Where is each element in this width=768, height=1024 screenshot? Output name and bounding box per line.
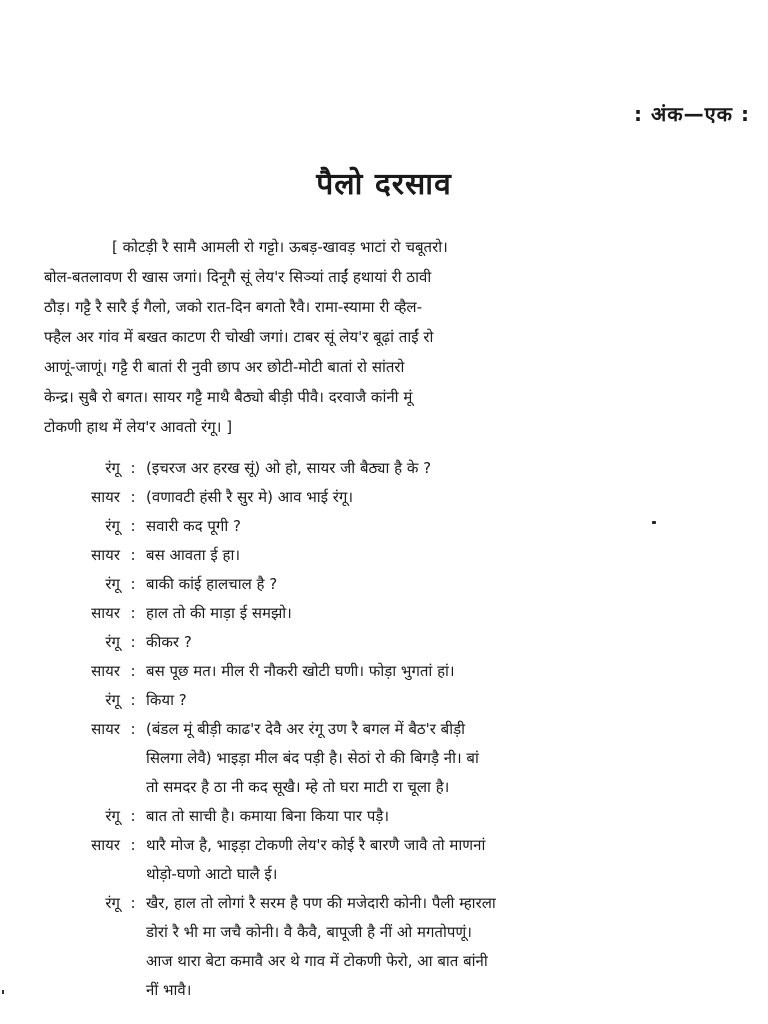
speech-line: खैर, हाल तो लोगां रै सरम है पण की मजेदारी कोनी। पैली म्हारला: [146, 894, 496, 912]
speaker-colon: :: [130, 488, 136, 506]
speaker-name: सायर: [91, 488, 120, 506]
speaker-colon: :: [130, 517, 136, 535]
scene-title: पैलो दरसाव: [316, 167, 452, 202]
speaker-colon: :: [130, 459, 136, 477]
speech: [146, 715, 754, 802]
dialogue-exchange: [0, 628, 768, 657]
speaker-colon: :: [130, 575, 136, 593]
speaker-colon: :: [130, 546, 136, 564]
speech-line: बस आवता ई हा।: [146, 546, 241, 564]
speaker-name: सायर: [91, 836, 120, 854]
speech: [146, 657, 754, 686]
speaker-colon: :: [130, 633, 136, 651]
speaker-colon: :: [130, 836, 136, 854]
dialogue-exchange: [0, 599, 768, 628]
dialogue-exchange: [0, 889, 768, 1005]
speech-line: (बंडल मूं बीड़ी काढ'र देवै अर रंगू उण रै बगल में बैठ'र बीड़ी: [146, 720, 465, 738]
speech: [146, 599, 754, 628]
speaker-name: सायर: [91, 720, 120, 738]
dialogue-exchange: [0, 686, 768, 715]
speaker-name: रंगू: [105, 575, 120, 593]
speaker-name: सायर: [91, 604, 120, 622]
stage-direction-line: फ्हैल अर गांव में बखत काटण री चोखी जगां। टाबर सूं लेय'र बूढ़ां ताईं रो: [44, 328, 434, 346]
speech: [146, 454, 754, 483]
stage-direction-line: केन्द्र। सुबै रो बगत। सायर गट्टै माथै बैठ्यो बीड़ी पीवै। दरवाजै कांनी मूं: [44, 388, 413, 406]
stage-direction: [44, 232, 760, 442]
stage-direction-line: ठौड़। गट्टै रै सारै ई गैलो, जको रात-दिन बगतो रैवै। रामा-स्यामा री व्हैल-: [44, 298, 422, 316]
speech-line: कीकर ?: [146, 633, 192, 651]
dialogue-exchange: [0, 512, 768, 541]
speaker-name: सायर: [91, 546, 120, 564]
stage-direction-line: टोकणी हाथ में लेय'र आवतो रंगू। ]: [44, 418, 233, 436]
dialogue-exchange: [0, 570, 768, 599]
dialogue-exchange: [0, 483, 768, 512]
dialogue-exchange: [0, 541, 768, 570]
speech: [146, 512, 754, 541]
speech-line: आज थारा बेटा कमावै अर थे गाव में टोकणी फेरो, आ बात बांनी: [146, 952, 488, 970]
speech-line: बाकी कांई हालचाल है ?: [146, 575, 278, 593]
speech: [146, 541, 754, 570]
speech: [146, 570, 754, 599]
speech-line: बस पूछ मत। मील री नौकरी खोटी घणी। फोड़ा भुगतां हां।: [146, 662, 455, 680]
speech-line: हाल तो की माड़ा ई समझो।: [146, 604, 292, 622]
speech: [146, 831, 754, 889]
speech: [146, 686, 754, 715]
act-heading: : अंक—एक :: [634, 102, 750, 126]
speech: [146, 889, 754, 1005]
speech-line: तो समदर है ठा नी कद सूखै। म्हे तो घरा माटी रा चूला है।: [146, 778, 450, 796]
speech: [146, 483, 754, 512]
dialogue-exchange: [0, 454, 768, 483]
ink-speck: [652, 521, 656, 524]
speech-line: नीं भावै।: [146, 981, 192, 999]
scan-edge-mark: [2, 990, 4, 994]
speaker-colon: :: [130, 691, 136, 709]
dialogue-exchange: [0, 657, 768, 686]
speech: [146, 628, 754, 657]
speech-line: किया ?: [146, 691, 187, 709]
speech-line: (इचरज अर हरख सूं) ओ हो, सायर जी बैठ्या है के ?: [146, 459, 432, 477]
speaker-colon: :: [130, 662, 136, 680]
speech-line: डोरां रै भी मा जचै कोनी। वै कैवै, बापूजी है नीं ओ मगतोपणूं।: [146, 923, 472, 941]
stage-direction-line: बोल-बतलावण री खास जगां। दिनूगै सूं लेय'र सिञ्यां ताईं हथायां री ठावी: [44, 268, 432, 286]
dialogue-exchange: [0, 802, 768, 831]
speaker-name: रंगू: [105, 894, 120, 912]
speaker-colon: :: [130, 604, 136, 622]
speaker-colon: :: [130, 807, 136, 825]
speaker-name: रंगू: [105, 517, 120, 535]
speaker-name: रंगू: [105, 459, 120, 477]
speech-line: थारै मोज है, भाइड़ा टोकणी लेय'र कोई रै बारणै जावै तो माणनां: [146, 836, 486, 854]
speech-line: सवारी कद पूगी ?: [146, 517, 241, 535]
speaker-name: रंगू: [105, 807, 120, 825]
speaker-name: रंगू: [105, 691, 120, 709]
dialogue: [0, 454, 768, 1005]
speech-line: (वणावटी हंसी रै सुर मे) आव भाई रंगू।: [146, 488, 354, 506]
speaker-colon: :: [130, 720, 136, 738]
speaker-name: सायर: [91, 662, 120, 680]
dialogue-exchange: [0, 831, 768, 889]
dialogue-exchange: [0, 715, 768, 802]
speaker-colon: :: [130, 894, 136, 912]
stage-direction-line: [ कोटड़ी रै सामै आमली रो गट्टो। ऊबड़-खावड़ भाटां रो चबूतरो।: [112, 238, 448, 256]
speaker-name: रंगू: [105, 633, 120, 651]
speech: [146, 802, 754, 831]
stage-direction-line: आणूं-जाणूं। गट्टै री बातां री नुवी छाप अर छोटी-मोटी बातां रो सांतरो: [44, 358, 405, 376]
speech-line: सिलगा लेवै) भाइड़ा मील बंद पड़ी है। सेठां रो की बिगड़ै नी। बां: [146, 749, 479, 767]
speech-line: थोड़ो-घणो आटो घालै ई।: [146, 865, 278, 883]
speech-line: बात तो साची है। कमाया बिना किया पार पड़ै।: [146, 807, 390, 825]
